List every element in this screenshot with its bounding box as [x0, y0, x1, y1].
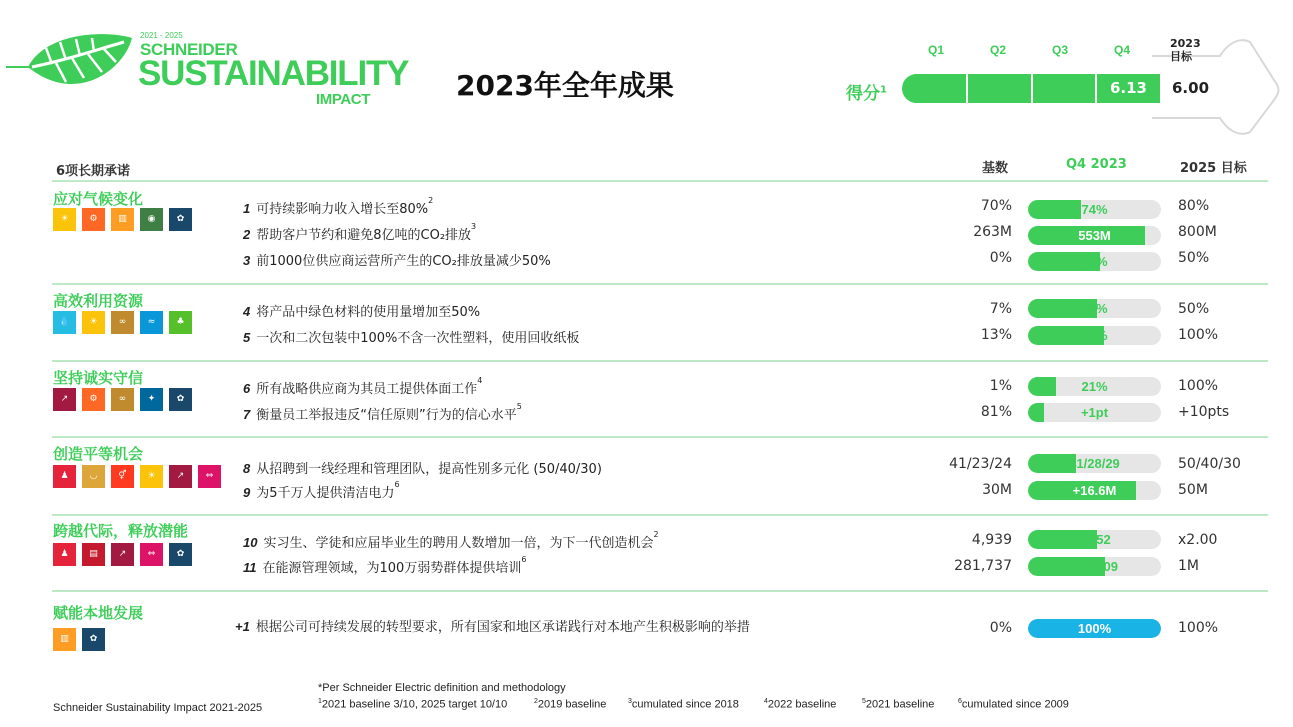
- score-target-year: 2023: [1170, 37, 1201, 50]
- score-label-sup: 1: [880, 84, 887, 96]
- sdg-6-icon: 💧: [53, 311, 76, 334]
- footnote-marker: 4: [764, 698, 768, 705]
- sdg-13-icon: ◉: [140, 208, 163, 231]
- sdg-14-icon: ≈: [140, 311, 163, 334]
- sdg-9-icon: ⚙: [82, 208, 105, 231]
- sdg-7-icon: ☀: [53, 208, 76, 231]
- baseline-value: 30M: [982, 482, 1012, 498]
- sdg-12-icon: ∞: [111, 311, 134, 334]
- item-number: 9: [243, 485, 251, 500]
- score-label: [846, 79, 887, 104]
- footnote-marker: 2: [534, 698, 538, 705]
- footnote-text: 2021 baseline 3/10, 2025 target 10/10: [321, 698, 508, 711]
- sdg-10-icon: ⇔: [140, 543, 163, 566]
- target-value: 1M: [1178, 558, 1199, 574]
- footer-source: Schneider Sustainability Impact 2021-2025: [53, 702, 263, 714]
- item-text: 根据公司可持续发展的转型要求，所有国家和地区承诺践行对本地产生积极影响的举措: [255, 620, 750, 635]
- item-number: 8: [243, 461, 251, 476]
- commitment-item-5: [243, 327, 579, 346]
- sdg-7-icon: ☀: [140, 465, 163, 488]
- footnote-text: 2022 baseline: [767, 698, 837, 711]
- score-target-word: 目标: [1170, 50, 1192, 63]
- footnote-5: [862, 698, 934, 711]
- leaf-logo-icon: [6, 30, 134, 104]
- sdg-12-icon: ∞: [111, 388, 134, 411]
- commitment-item-plus-1: [235, 616, 750, 635]
- item-text: 可持续影响力收入增长至80%: [256, 202, 429, 217]
- item-text: 实习生、学徒和应届毕业生的聘用人数增加一倍，为下一代创造机会: [263, 536, 654, 551]
- logo-line-impact: IMPACT: [316, 91, 370, 108]
- footnote-marker: 6: [958, 698, 962, 705]
- baseline-value: 81%: [980, 404, 1012, 420]
- sdg-5-icon: ⚥: [111, 465, 134, 488]
- item-number: 5: [243, 330, 251, 345]
- item-text: 所有战略供应商为其员工提供体面工作: [256, 382, 478, 397]
- footnote-text: 2019 baseline: [537, 698, 607, 711]
- item-footnote: 3: [471, 222, 477, 231]
- item-text: 将产品中绿色材料的使用量增加至50%: [256, 305, 481, 320]
- item-footnote: 6: [521, 555, 527, 564]
- section-divider: [52, 590, 1268, 592]
- commitment-item-2: [243, 224, 476, 243]
- footnote-marker: 3: [628, 698, 632, 705]
- item-text: 在能源管理领域，为100万弱势群体提供培训: [262, 561, 522, 576]
- baseline-value: 4,939: [971, 532, 1012, 548]
- progress-label: 100%: [1077, 621, 1112, 636]
- baseline-value: 0%: [989, 620, 1012, 636]
- progress-label: +1pt: [1080, 405, 1109, 420]
- section-divider: [52, 514, 1268, 516]
- item-footnote: 2: [428, 196, 434, 205]
- sdg-7-icon: ☀: [82, 311, 105, 334]
- baseline-value: 281,737: [954, 558, 1012, 574]
- commitment-item-6: [243, 378, 482, 397]
- progress-label: 29%: [1081, 301, 1108, 316]
- progress-label: 27%: [1081, 254, 1108, 269]
- sdg-17-icon: ✿: [169, 208, 192, 231]
- target-value: 80%: [1178, 198, 1210, 214]
- target-value: 100%: [1178, 327, 1219, 343]
- target-value: 50%: [1178, 301, 1210, 317]
- baseline-value: 1%: [989, 378, 1012, 394]
- section-divider: [52, 360, 1268, 362]
- progress-label: 63%: [1081, 328, 1108, 343]
- target-value: 100%: [1178, 620, 1219, 636]
- item-text: 从招聘到一线经理和管理团队，提高性别多元化 (50/40/30): [256, 462, 602, 477]
- item-text: 一次和二次包装中100%不含一次性塑料，使用回收纸板: [256, 331, 580, 346]
- sdg-17-icon: ✿: [169, 543, 192, 566]
- item-number: 11: [243, 560, 257, 575]
- item-footnote: 2: [653, 530, 659, 539]
- target-value: 50/40/30: [1178, 456, 1241, 472]
- footnote-marker: 5: [862, 698, 866, 705]
- score-label-text: 得分: [846, 84, 880, 104]
- section-divider: [52, 180, 1268, 182]
- target-value: 50M: [1178, 482, 1208, 498]
- progress-label: 553M: [1078, 228, 1111, 243]
- item-footnote: 5: [516, 402, 522, 411]
- sdg-11-icon: ▥: [53, 628, 76, 651]
- commitment-item-3: [243, 250, 551, 269]
- logo-years: 2021 - 2025: [140, 31, 183, 40]
- item-text: 为5千万人提供清洁电力: [256, 486, 395, 501]
- logo-line-sustainability: SUSTAINABILITY: [138, 54, 409, 93]
- quarter-label-q4: Q4: [1113, 43, 1130, 57]
- commitment-item-10: [243, 532, 659, 551]
- footnote-4: [764, 698, 836, 711]
- score-target-heading: [1170, 37, 1201, 63]
- item-number: 10: [243, 535, 258, 550]
- target-value: 800M: [1178, 224, 1217, 240]
- footnote-text: cumulated since 2009: [961, 698, 1069, 711]
- logo-line-schneider: SCHNEIDER: [140, 40, 238, 59]
- footnote-text: cumulated since 2018: [631, 698, 739, 711]
- category-title-local: 赋能本地发展: [53, 604, 144, 622]
- footnote-6: [958, 698, 1069, 711]
- score-divider: [1031, 74, 1033, 103]
- sdg-1-icon: ♟: [53, 465, 76, 488]
- commitment-item-4: [243, 301, 480, 320]
- footnote-3: [628, 698, 739, 711]
- sdg-11-icon: ▥: [111, 208, 134, 231]
- item-text: 前1000位供应商运营所产生的CO₂排放量减少50%: [256, 254, 551, 269]
- commitment-item-8: [243, 458, 602, 477]
- footnote-text: 2021 baseline: [865, 698, 935, 711]
- item-number: 2: [243, 227, 251, 242]
- category-title-integrity: 坚持诚实守信: [53, 369, 144, 387]
- sdg-2-icon: ◡: [82, 465, 105, 488]
- item-text: 帮助客户节约和避免8亿吨的CO₂排放: [256, 228, 472, 243]
- sdg-8-icon: ↗: [53, 388, 76, 411]
- sdg-16-icon: ✦: [140, 388, 163, 411]
- footer-methodology-note: *Per Schneider Electric definition and methodology: [318, 682, 566, 694]
- sdg-15-icon: ♣: [169, 311, 192, 334]
- target-value: +10pts: [1178, 404, 1230, 420]
- commitment-item-11: [243, 557, 526, 576]
- target-value: 50%: [1178, 250, 1210, 266]
- item-number: 6: [243, 381, 251, 396]
- baseline-value: 41/23/24: [949, 456, 1012, 472]
- item-footnote: 6: [394, 480, 400, 489]
- sdg-17-icon: ✿: [82, 628, 105, 651]
- score-divider: [966, 74, 968, 103]
- baseline-value: 70%: [980, 198, 1012, 214]
- baseline-value: 263M: [973, 224, 1012, 240]
- item-text: 衡量员工举报违反“信任原则”行为的信心水平: [256, 408, 517, 423]
- q4-header: Q4 2023: [1066, 157, 1127, 172]
- sdg-8-icon: ↗: [111, 543, 134, 566]
- commitment-item-9: [243, 482, 400, 501]
- commitment-item-7: [243, 404, 522, 423]
- commitment-item-1: [243, 198, 433, 217]
- category-title-generations: 跨越代际，释放潜能: [53, 522, 189, 540]
- baseline-value: 0%: [989, 250, 1012, 266]
- category-title-climate: 应对气候变化: [53, 190, 144, 208]
- quarter-label-q2: Q2: [989, 43, 1006, 57]
- progress-label: 578,709: [1071, 559, 1118, 574]
- sdg-4-icon: ▤: [82, 543, 105, 566]
- quarter-label-q3: Q3: [1051, 43, 1068, 57]
- sdg-17-icon: ✿: [169, 388, 192, 411]
- target-value: 100%: [1178, 378, 1219, 394]
- item-number: 7: [243, 407, 251, 422]
- progress-label: 21%: [1081, 379, 1108, 394]
- progress-label: 74%: [1081, 202, 1108, 217]
- progress-label: x1.52: [1078, 532, 1111, 547]
- progress-label: +16.6M: [1072, 483, 1117, 498]
- sdg-10-icon: ⇔: [198, 465, 221, 488]
- category-title-equal-opportunity: 创造平等机会: [53, 445, 144, 463]
- target-header: 2025 目标: [1180, 161, 1247, 176]
- score-target-value: 6.00: [1172, 79, 1210, 97]
- footnote-2: [534, 698, 606, 711]
- item-number: 3: [243, 253, 251, 268]
- category-title-resources: 高效利用资源: [53, 292, 144, 310]
- target-value: x2.00: [1178, 532, 1218, 548]
- section-divider: [52, 283, 1268, 285]
- item-number: 1: [243, 201, 251, 216]
- quarter-label-q1: Q1: [927, 43, 944, 57]
- sdg-8-icon: ↗: [169, 465, 192, 488]
- section-divider: [52, 436, 1268, 438]
- item-number: 4: [243, 304, 251, 319]
- footnote-1: [318, 698, 507, 711]
- item-number: +1: [235, 619, 250, 634]
- progress-label: 41/28/29: [1069, 456, 1120, 471]
- commitments-header: 6项长期承诺: [56, 164, 131, 179]
- score-q4-value: 6.13: [1109, 79, 1147, 97]
- sdg-1-icon: ♟: [53, 543, 76, 566]
- sdg-9-icon: ⚙: [82, 388, 105, 411]
- baseline-value: 13%: [980, 327, 1012, 343]
- item-footnote: 4: [477, 376, 483, 385]
- baseline-value: 7%: [989, 301, 1012, 317]
- footnote-marker: 1: [318, 698, 322, 705]
- page-title: 2023年全年成果: [456, 69, 674, 102]
- baseline-header: 基数: [982, 161, 1009, 176]
